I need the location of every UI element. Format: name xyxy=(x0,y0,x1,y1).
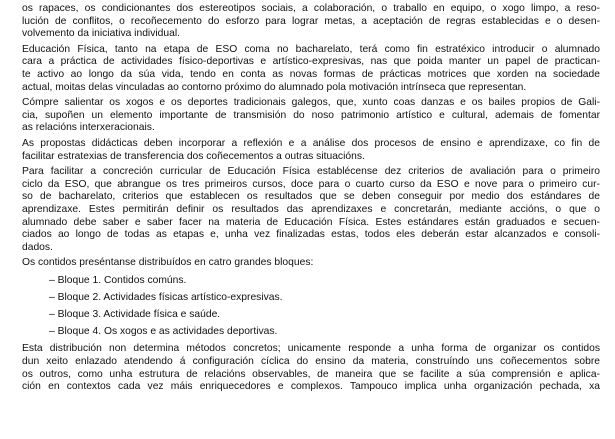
content-blocks-list xyxy=(22,275,600,339)
list-item: – Bloque 3. Actividade física e saúde. xyxy=(49,308,221,320)
document-page xyxy=(22,3,600,397)
text-line: as relacións interxeracionais. xyxy=(22,122,155,134)
text-line: os outros, como unha estrutura de relacións observables, de maneira que se facilite a súa comprensión e aplica- xyxy=(22,368,600,380)
list-item: – Bloque 4. Os xogos e as actividades deportivas. xyxy=(49,325,278,337)
text-line: dun xeito enlazado atendendo á configuración cíclica do ensino da materia, construíndo uns coñecementos sobre xyxy=(22,356,600,368)
text-line: Cómpre salientar os xogos e os deportes tradicionais galegos, que, xunto coas danzas e os bailes propios de Gali- xyxy=(22,97,600,109)
paragraph-didactic-proposals xyxy=(22,138,600,163)
text-line: ciclo da ESO, que abrangue os tres primeiros cursos, doce para o cuarto curso da ESO e nove para o primeiro cur- xyxy=(22,178,600,190)
text-line: Para facilitar a concreción curricular de Educación Física establécense dez criterios de avaliación para o primeiro xyxy=(22,166,600,178)
list-item: – Bloque 2. Actividades físicas artístico-expresivas. xyxy=(49,291,283,303)
text-line: Educación Física, tanto na etapa de ESO coma no bacharelato, terá como fin estratéxico introducir o alumnado xyxy=(22,43,600,55)
paragraph-strategic-aim xyxy=(22,44,600,94)
text-line: cara a práctica de actividades físico-deportivas e artístico-expresivas, nas que poida manter un papel de practican- xyxy=(22,56,600,68)
paragraph-evaluation-criteria xyxy=(22,166,600,254)
text-line: volvemento da iniciativa individual. xyxy=(22,28,180,40)
text-line: lución de conflitos, o recoñecemento do esforzo para lograr metas, a aceptación de regras establecidas e o desen- xyxy=(22,15,600,27)
list-item: – Bloque 1. Contidos comúns. xyxy=(49,274,187,286)
text-line: facilitar estratexias de transferencia dos coñecementos a outras situacións. xyxy=(22,150,365,162)
text-line: ciados ao longo de todas as etapas e, unha vez finalizadas estas, todos eles deberán estar alcanzados e consoli- xyxy=(22,229,600,241)
paragraph-values xyxy=(22,3,600,41)
text-line: aprendizaxe. Estes permitirán definir os resultados das aprendizaxes e concretarán, mediante accións, o que o xyxy=(22,203,600,215)
paragraph-distribution xyxy=(22,343,600,393)
text-line: ción en contextos cada vez máis enriquecedores e complexos. Tampouco implica unha organización pechada, xa xyxy=(22,381,600,393)
text-line: os rapaces, os condicionantes dos estereotipos sociais, a colaboración, o traballo en equipo, o xogo limpo, a reso- xyxy=(22,3,600,14)
text-line: dados. xyxy=(22,241,53,253)
text-line: te activo ao longo da súa vida, tendo en conta as novas formas de prácticas motrices que xorden na sociedade xyxy=(22,68,600,80)
text-line: cia, supoñen un elemento importante de transmisión do noso patrimonio artístico e cultural, ademais de fomentar xyxy=(22,109,600,121)
paragraph-contents-intro xyxy=(22,257,600,270)
text-line: so de bacharelato, criterios que establecen os resultados que se deben conseguir por medio dos estándares de xyxy=(22,191,600,203)
text-line: Os contidos preséntanse distribuídos en catro grandes bloques: xyxy=(22,257,314,269)
paragraph-galician-games xyxy=(22,97,600,135)
text-line: actual, moitas delas vinculadas ao contorno próximo do alumnado pola motivación intrínseca que representan. xyxy=(22,81,527,93)
text-line: Esta distribución non determina métodos concretos; unicamente responde a unha forma de organizar os contidos xyxy=(22,343,600,355)
text-line: As propostas didácticas deben incorporar a reflexión e a análise dos procesos de ensino e aprendizaxe, co fin de xyxy=(22,137,600,149)
text-line: alumnado debe saber e saber facer na materia de Educación Física. Estes estándares están graduados e secuen- xyxy=(22,216,600,228)
